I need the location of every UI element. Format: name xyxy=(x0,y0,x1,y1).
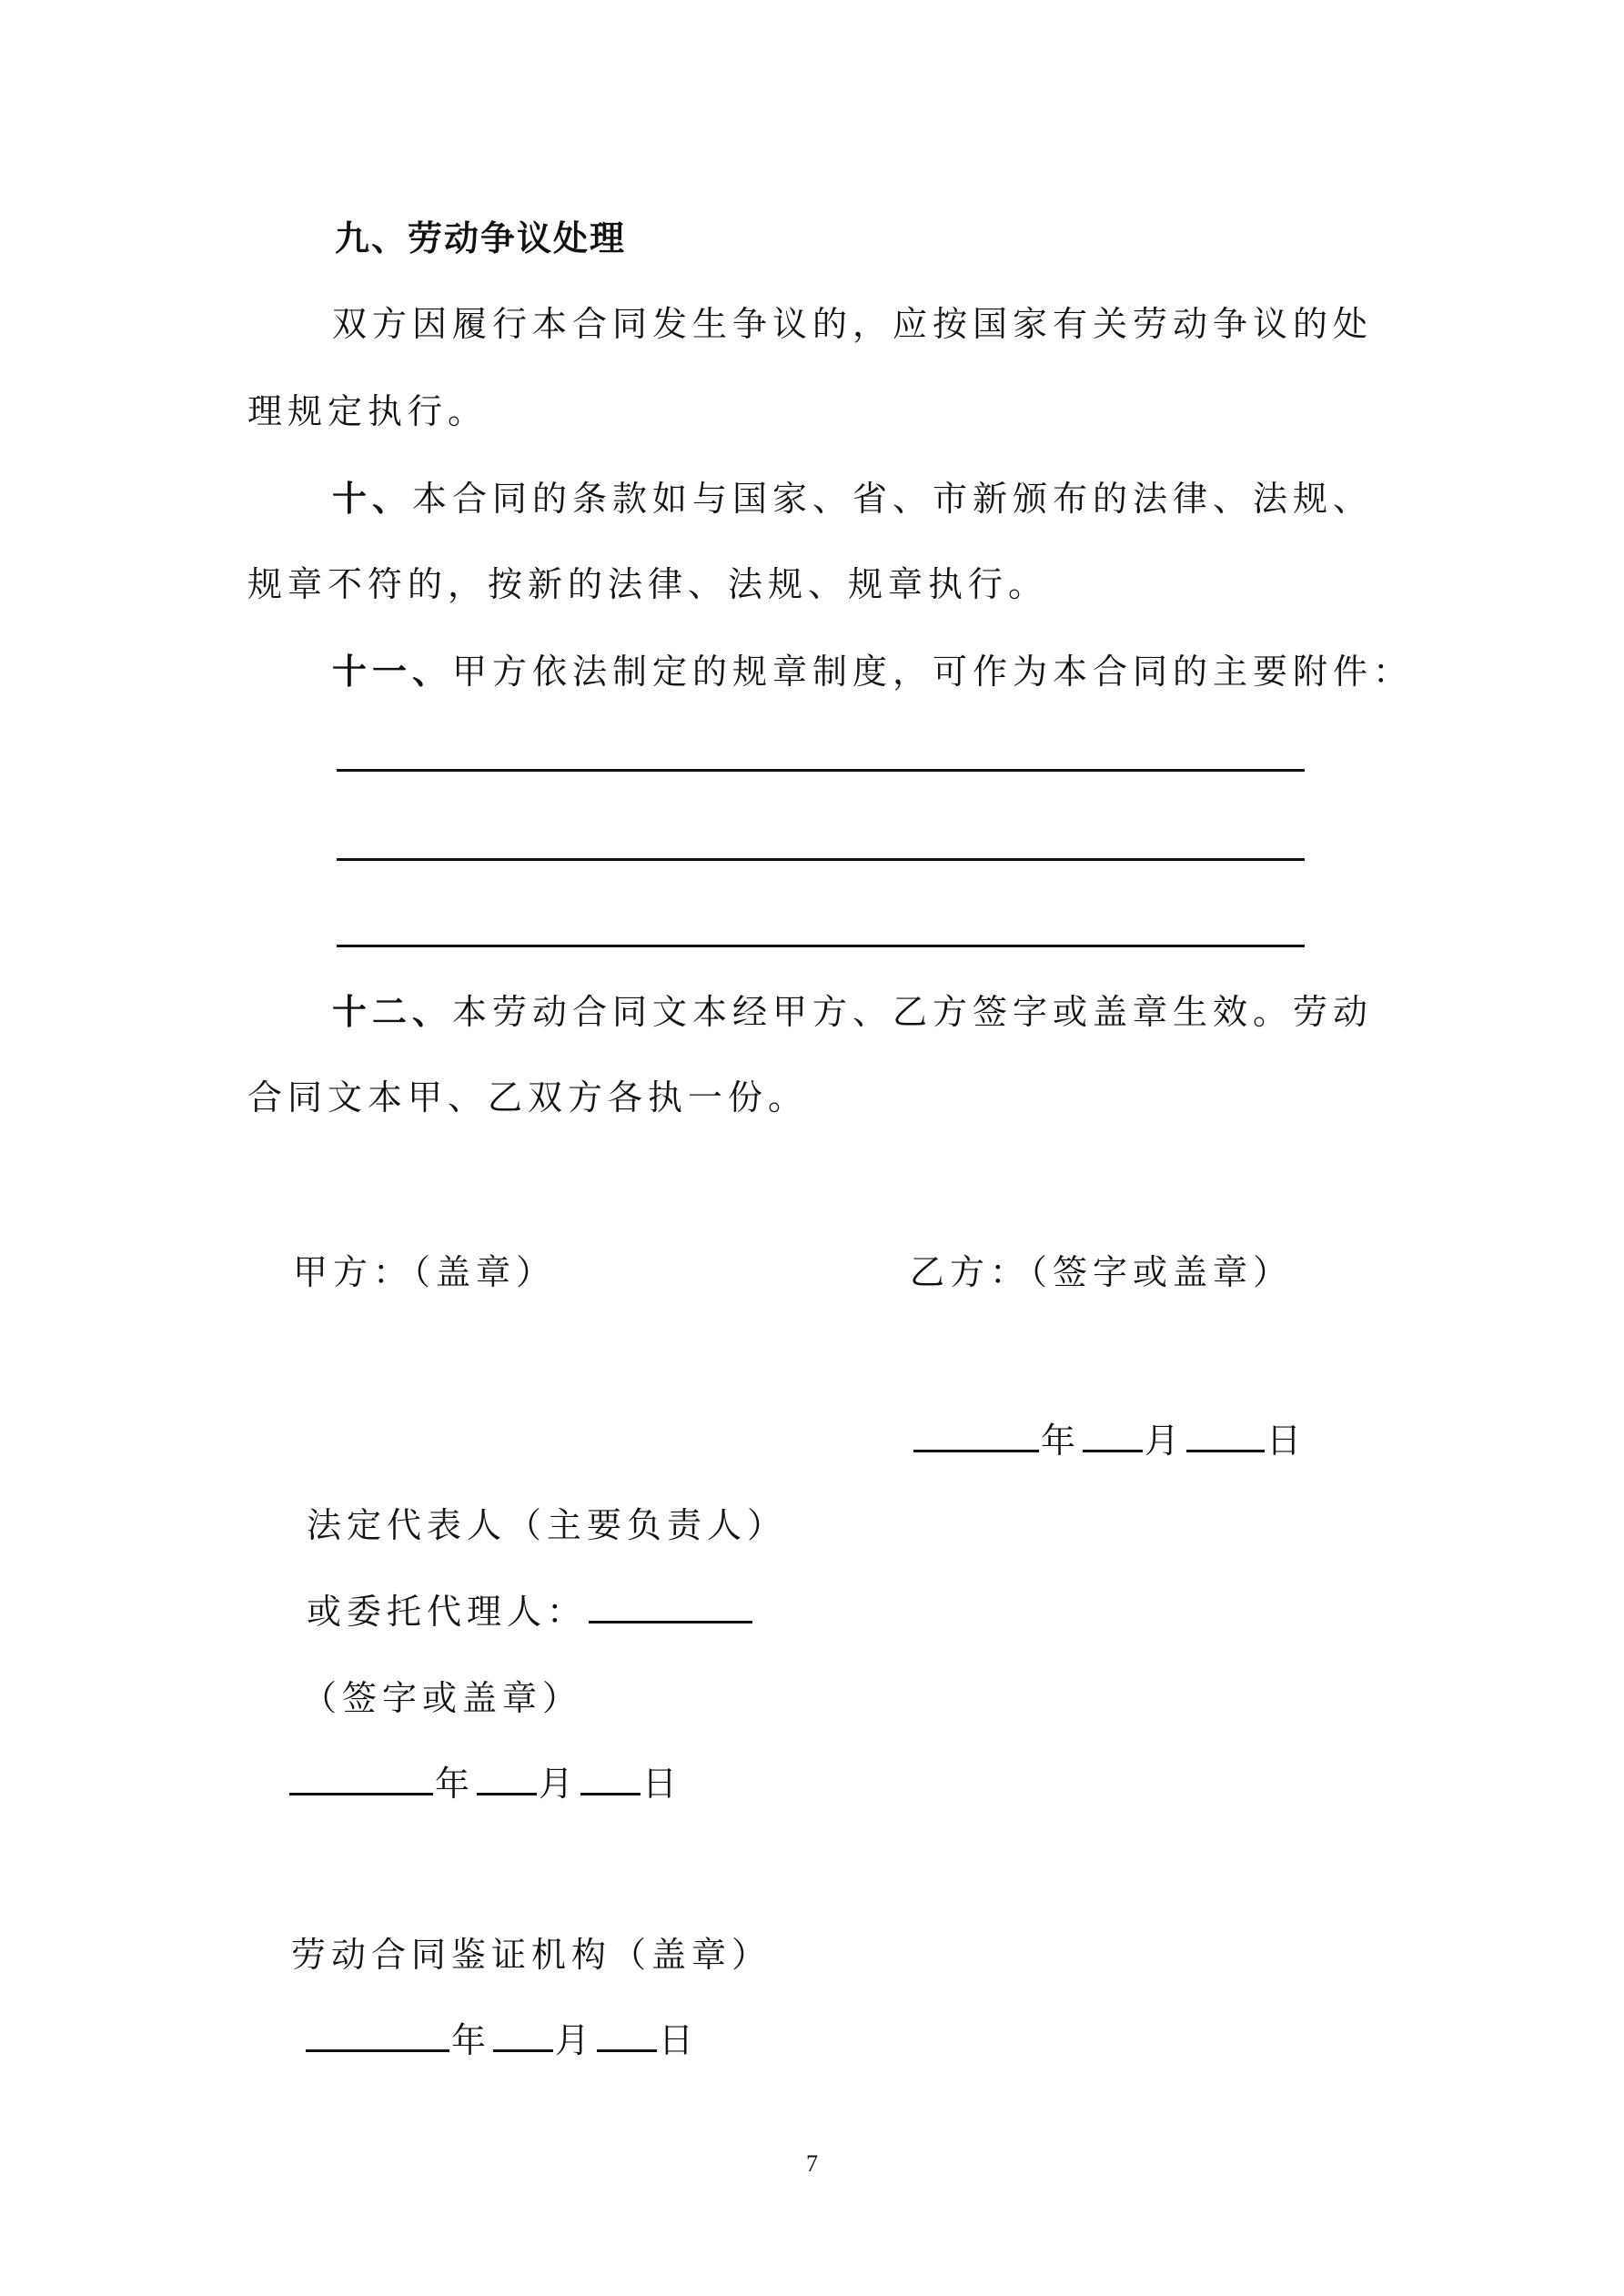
cert-day-label: 日 xyxy=(659,2020,700,2060)
attachment-blank-line-2[interactable] xyxy=(337,858,1305,861)
section-12-text-line-2: 合同文本甲、乙双方各执一份。 xyxy=(247,1077,809,1118)
party-a-day-label: 日 xyxy=(642,1764,683,1804)
section-11-text-1: 甲方依法制定的规章制度，可作为本合同的主要附件： xyxy=(452,652,1414,692)
party-a-year-blank[interactable] xyxy=(289,1760,433,1795)
party-a-rep-line-1: 法定代表人（主要负责人） xyxy=(307,1505,788,1545)
section-10-text-line-2: 规章不符的，按新的法律、法规、规章执行。 xyxy=(247,564,1049,604)
party-b-year-blank[interactable] xyxy=(913,1417,1039,1452)
attachment-blank-line-1[interactable] xyxy=(337,769,1305,772)
party-a-month-blank[interactable] xyxy=(477,1760,537,1795)
section-12-number: 十二、 xyxy=(332,992,453,1032)
cert-month-blank[interactable] xyxy=(493,2017,553,2052)
party-b-month-label: 月 xyxy=(1145,1421,1185,1461)
section-12-text-1: 本劳动合同文本经甲方、乙方签字或盖章生效。劳动 xyxy=(452,992,1374,1032)
section-10-line-1 xyxy=(332,473,1373,524)
cert-year-label: 年 xyxy=(451,2020,492,2060)
party-b-month-blank[interactable] xyxy=(1083,1417,1143,1452)
page-number: 7 xyxy=(806,2150,818,2177)
party-a-day-blank[interactable] xyxy=(580,1760,641,1795)
party-a-label: 甲方：（盖章） xyxy=(293,1252,557,1292)
party-a-year-label: 年 xyxy=(435,1764,476,1804)
party-b-date xyxy=(912,1415,1306,1466)
cert-month-label: 月 xyxy=(555,2020,596,2060)
certification-label: 劳动合同鉴证机构（盖章） xyxy=(291,1935,772,1975)
section-11-number: 十一、 xyxy=(332,652,453,692)
party-a-month-label: 月 xyxy=(539,1764,580,1804)
party-b-day-blank[interactable] xyxy=(1186,1417,1265,1452)
party-a-date xyxy=(287,1758,682,1809)
section-11-line-1 xyxy=(332,646,1413,697)
party-b-year-label: 年 xyxy=(1041,1421,1082,1461)
section-9-text-line-2: 理规定执行。 xyxy=(247,391,489,431)
section-12-line-1 xyxy=(332,986,1373,1037)
section-10-number: 十、 xyxy=(332,479,413,519)
party-a-rep-line-2-text: 或委托代理人： xyxy=(307,1592,588,1632)
agent-name-blank[interactable] xyxy=(589,1588,752,1623)
party-a-rep-line-2 xyxy=(307,1586,754,1637)
section-9-text-line-1: 双方因履行本合同发生争议的，应按国家有关劳动争议的处 xyxy=(332,304,1374,344)
section-10-text-1: 本合同的条款如与国家、省、市新颁布的法律、法规、 xyxy=(412,479,1374,519)
party-b-label: 乙方：（签字或盖章） xyxy=(910,1252,1294,1292)
section-9-heading: 九、劳动争议处理 xyxy=(335,218,627,258)
cert-day-blank[interactable] xyxy=(597,2017,657,2052)
cert-year-blank[interactable] xyxy=(306,2017,449,2052)
party-a-rep-line-3: （签字或盖章） xyxy=(302,1678,583,1718)
certification-date xyxy=(304,2015,699,2066)
attachment-blank-line-3[interactable] xyxy=(337,945,1305,947)
party-b-day-label: 日 xyxy=(1266,1421,1307,1461)
